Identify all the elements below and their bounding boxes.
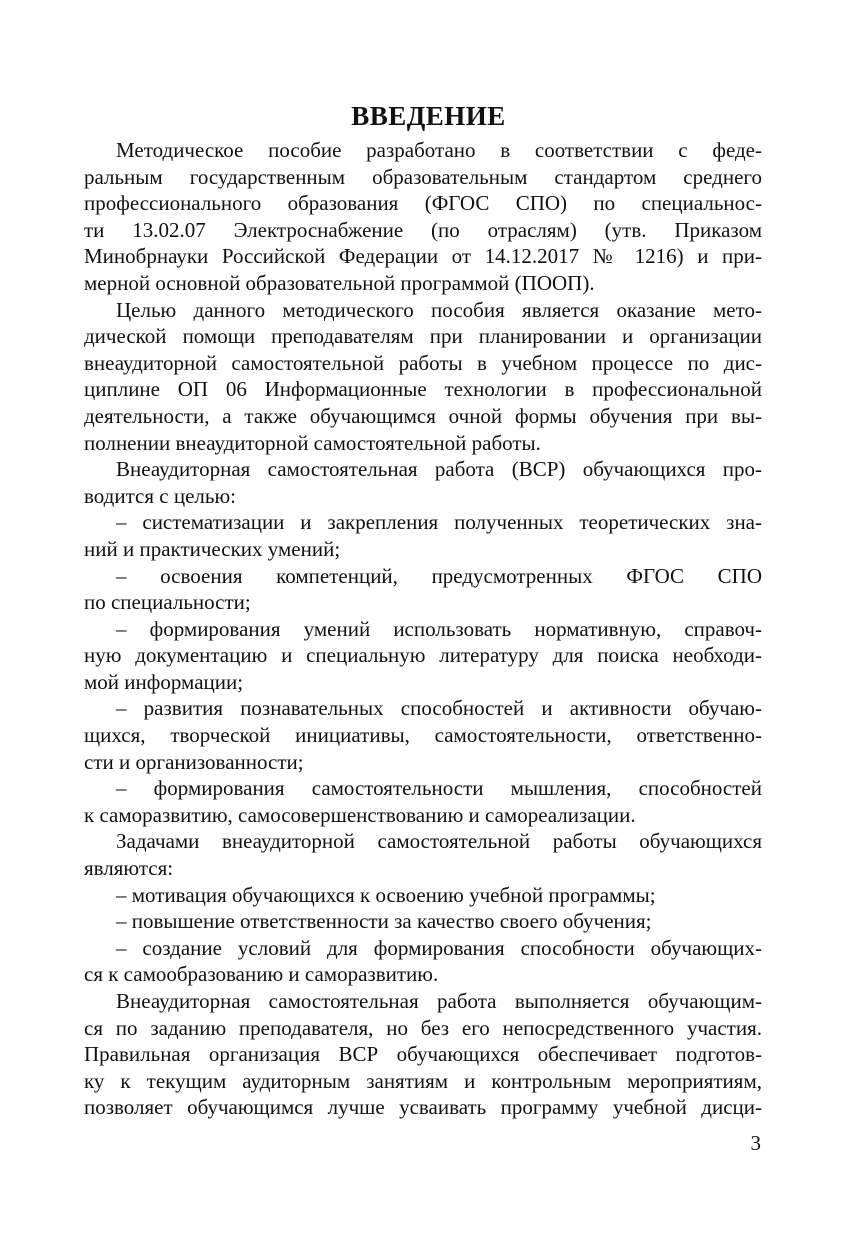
text-line: полнении внеаудиторной самостоятельной работы.	[84, 430, 541, 455]
text-line: ральным государственным образовательным стандартом среднего	[84, 164, 762, 189]
text-line: мой информации;	[84, 669, 244, 694]
text-line: по специальности;	[84, 590, 251, 615]
text-line: Внеаудиторная самостоятельная работа (ВСР) обучающихся про-	[116, 457, 762, 482]
body-text	[84, 137, 762, 1121]
text-line: ти 13.02.07 Электроснабжение (по отраслям) (утв. Приказом	[84, 217, 762, 242]
text-line: к саморазвитию, самосовершенствованию и самореализации.	[84, 802, 636, 827]
text-line: мерной основной образовательной программой (ПООП).	[84, 270, 595, 295]
text-line: ку к текущим аудиторным занятиям и контрольным мероприятиям,	[84, 1068, 762, 1093]
text-line: – мотивация обучающихся к освоению учебной программы;	[116, 882, 656, 907]
text-line: ся по заданию преподавателя, но без его непосредственного участия.	[84, 1015, 762, 1040]
text-line: водится с целью:	[84, 483, 236, 508]
text-line: ний и практических умений;	[84, 536, 341, 561]
text-line: Задачами внеаудиторной самостоятельной работы обучающихся	[116, 829, 762, 854]
text-line: – создание условий для формирования способности обучающих-	[116, 935, 762, 960]
text-line: профессионального образования (ФГОС СПО) по специальнос-	[84, 191, 762, 216]
text-line: Минобрнауки Российской Федерации от 14.12.2017 № 1216) и при-	[84, 244, 762, 269]
text-line: позволяет обучающимся лучше усваивать программу учебной дисци-	[84, 1095, 762, 1120]
text-line: циплине ОП 06 Информационные технологии в профессиональной	[84, 377, 762, 402]
text-line: – освоения компетенций, предусмотренных ФГОС СПО	[116, 563, 762, 588]
text-line: – формирования умений использовать нормативную, справоч-	[116, 616, 762, 641]
text-line: ся к самообразованию и саморазвитию.	[84, 962, 439, 987]
text-line: ную документацию и специальную литературу для поиска необходи-	[84, 643, 762, 668]
page-title: ВВЕДЕНИЕ	[351, 101, 506, 131]
text-line: Внеаудиторная самостоятельная работа выполняется обучающим-	[116, 989, 762, 1013]
page-number: 3	[750, 1131, 761, 1155]
text-line: деятельности, а также обучающимся очной формы обучения при вы-	[84, 403, 762, 428]
text-line: щихся, творческой инициативы, самостоятельности, ответственно-	[84, 723, 762, 748]
text-line: – систематизации и закрепления полученных теоретических зна-	[116, 510, 762, 535]
text-line: Методическое пособие разработано в соответствии с феде-	[116, 138, 762, 162]
text-line: – формирования самостоятельности мышления, способностей	[116, 776, 762, 801]
text-line: внеаудиторной самостоятельной работы в учебном процессе по дис-	[84, 350, 762, 375]
text-line: Целью данного методического пособия является оказание мето-	[116, 297, 762, 322]
text-line: – развития познавательных способностей и активности обучаю-	[116, 696, 762, 721]
text-line: дической помощи преподавателям при планировании и организации	[84, 324, 762, 349]
text-line: Правильная организация ВСР обучающихся обеспечивает подготов-	[84, 1042, 762, 1067]
text-line: – повышение ответственности за качество своего обучения;	[116, 909, 652, 934]
text-line: сти и организованности;	[84, 749, 304, 774]
text-line: являются:	[84, 856, 174, 881]
